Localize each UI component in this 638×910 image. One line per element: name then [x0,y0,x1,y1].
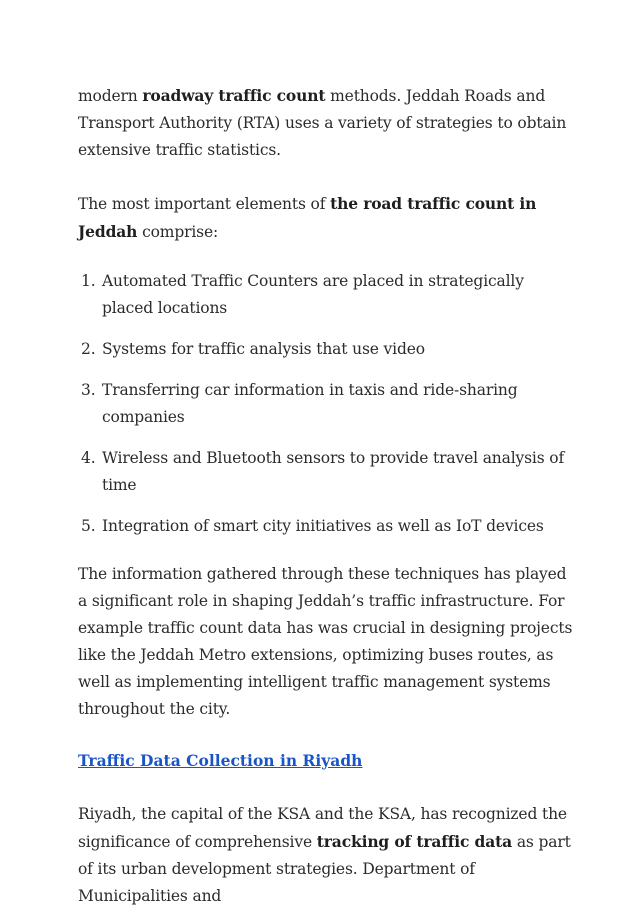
text-span: as part of its urban development strategies. Department of Municipalities and [78,833,571,905]
list-item-text: Integration of smart city initiatives as well as IoT devices [102,517,544,535]
paragraph-elements-intro [78,190,578,246]
list-item [78,445,578,499]
paragraph-rta-intro [78,82,578,164]
bold-phrase-roadway-traffic-count: roadway traffic count [142,86,326,105]
list-number: 5. [81,517,96,535]
list-item-text: Wireless and Bluetooth sensors to provide travel analysis of time [102,449,565,494]
bold-phrase-road-traffic-count-jeddah: the road traffic count in Jeddah [78,194,537,241]
list-item [78,268,578,322]
numbered-list [78,268,578,540]
heading-link-riyadh[interactable]: Traffic Data Collection in Riyadh [78,751,363,770]
list-item-text: Systems for traffic analysis that use video [102,340,425,358]
text-span: methods. Jeddah Roads and Transport Authority (RTA) uses a variety of strategies to obtain extensive traffic statistics. [78,87,567,159]
list-item [78,336,578,363]
list-item-text: Transferring car information in taxis and ride-sharing companies [102,381,518,426]
paragraph-infrastructure: The information gathered through these techniques has played a significant role in shaping Jeddah’s traffic infrastructure. For example traffic count data has was crucial in designing projects like the Jeddah Metro extensions, optimizing buses routes, as well as implementing intelligent traffic management systems throughout the city. [78,565,573,718]
paragraph-riyadh-intro [78,801,578,910]
document-page [78,82,578,910]
text-span: modern [78,87,143,105]
list-number: 3. [81,381,96,399]
text-span: comprise: [137,223,219,241]
list-number: 2. [81,340,96,358]
list-item-text: Automated Traffic Counters are placed in strategically placed locations [102,272,524,317]
text-span: Riyadh, the capital of the KSA and the KSA, has recognized the significance of comprehensive [78,805,567,851]
list-item [78,377,578,431]
list-number: 1. [81,272,96,290]
list-number: 4. [81,449,96,467]
text-span: The most important elements of [78,195,331,213]
bold-phrase-tracking-traffic-data: tracking of traffic data [316,832,513,851]
list-item [78,513,578,540]
